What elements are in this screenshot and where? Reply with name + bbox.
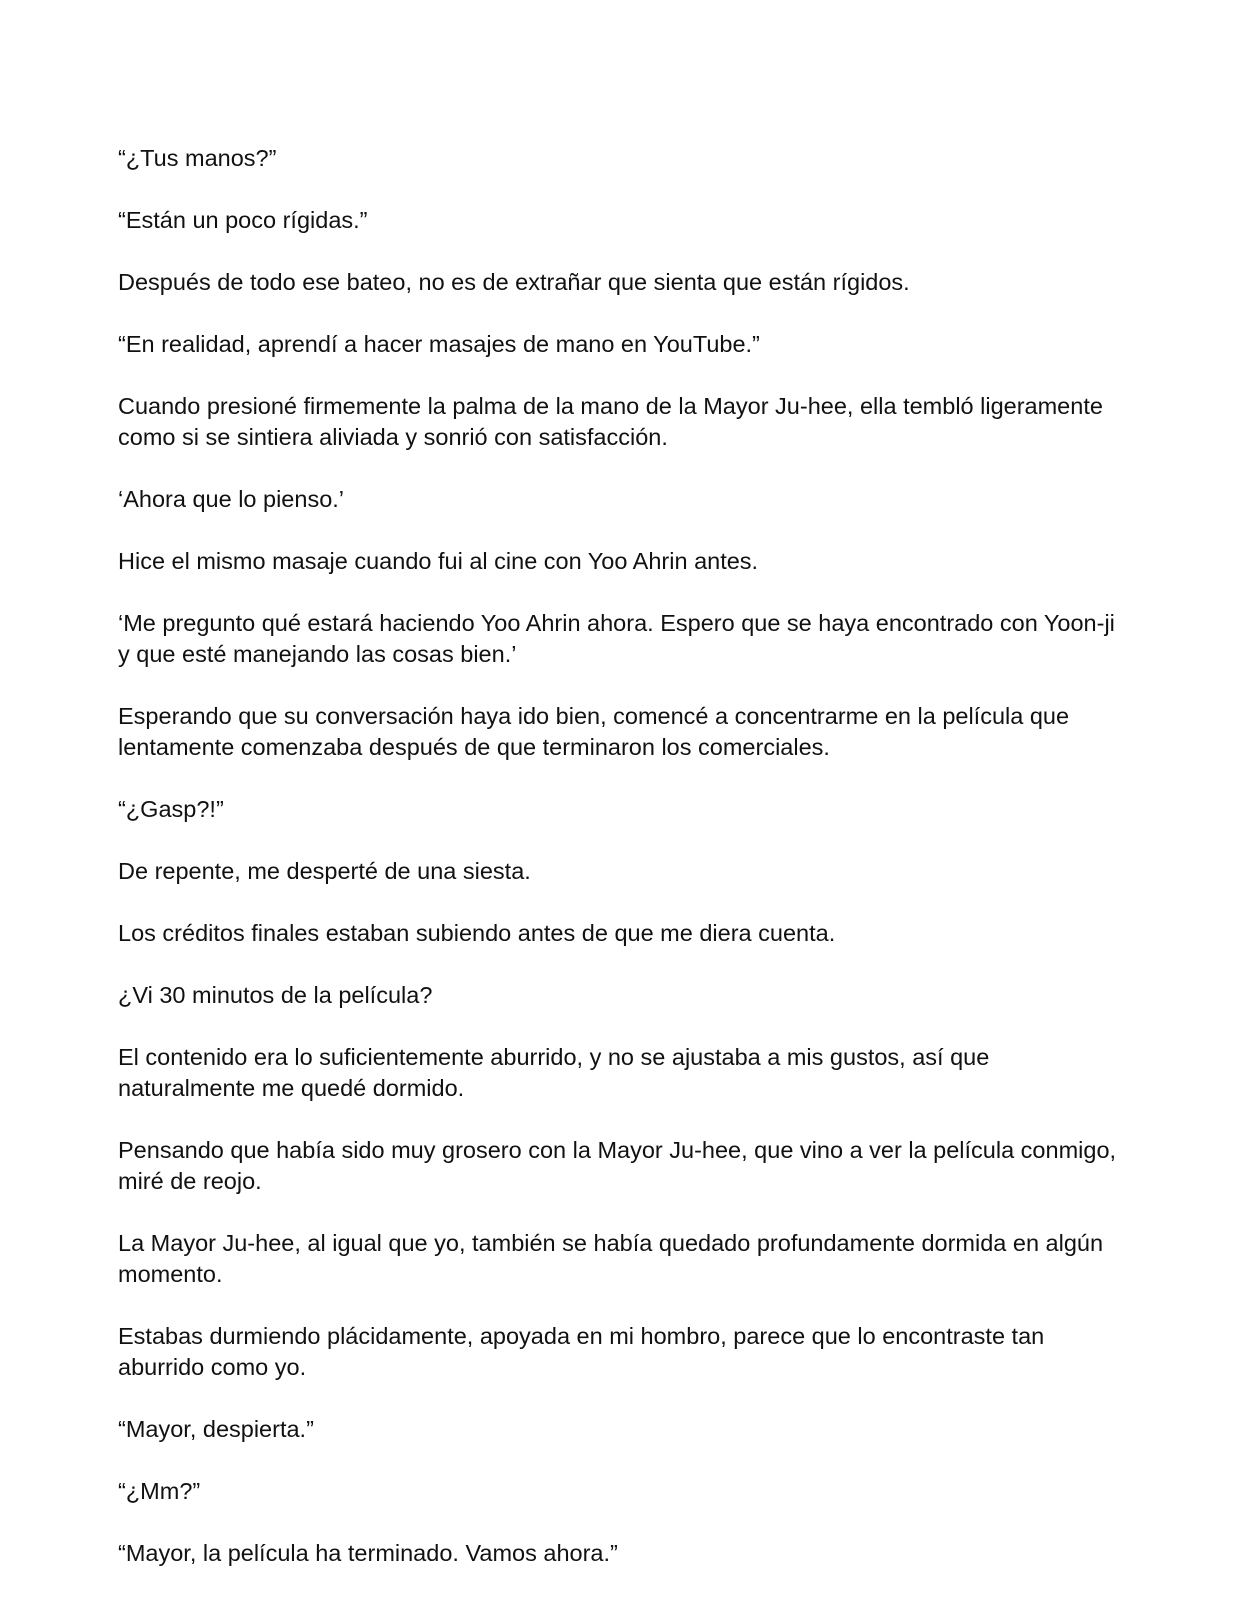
document-body [118, 143, 1128, 1600]
paragraph: Estabas durmiendo plácidamente, apoyada en mi hombro, parece que lo encontraste tan aburrido como yo. [118, 1323, 1045, 1380]
paragraph: ¿Vi 30 minutos de la película? [118, 982, 433, 1008]
paragraph: Hice el mismo masaje cuando fui al cine con Yoo Ahrin antes. [118, 548, 759, 574]
paragraph: Los créditos finales estaban subiendo antes de que me diera cuenta. [118, 920, 836, 946]
paragraph: “En realidad, aprendí a hacer masajes de mano en YouTube.” [118, 331, 760, 357]
paragraph: Pensando que había sido muy grosero con la Mayor Ju-hee, que vino a ver la película conmigo, miré de reojo. [118, 1137, 1117, 1194]
paragraph: ‘Me pregunto qué estará haciendo Yoo Ahrin ahora. Espero que se haya encontrado con Yoon-ji y que esté manejando las cosas bien.’ [118, 610, 1115, 667]
paragraph: “Mayor, despierta.” [118, 1416, 314, 1442]
paragraph: ‘Ahora que lo pienso.’ [118, 486, 345, 512]
paragraph: La Mayor Ju-hee, al igual que yo, también se había quedado profundamente dormida en algún momento. [118, 1230, 1104, 1287]
paragraph: Esperando que su conversación haya ido bien, comencé a concentrarme en la película que lentamente comenzaba después de que terminaron los comerciales. [118, 703, 1070, 760]
paragraph: Después de todo ese bateo, no es de extrañar que sienta que están rígidos. [118, 269, 910, 295]
paragraph: Cuando presioné firmemente la palma de la mano de la Mayor Ju-hee, ella tembló ligeramente como si se sintiera aliviada y sonrió con satisfacción. [118, 393, 1103, 450]
paragraph: “Mayor, la película ha terminado. Vamos ahora.” [118, 1540, 618, 1566]
paragraph: “¿Mm?” [118, 1478, 201, 1504]
paragraph: “¿Tus manos?” [118, 145, 277, 171]
paragraph: El contenido era lo suficientemente aburrido, y no se ajustaba a mis gustos, así que naturalmente me quedé dormido. [118, 1044, 990, 1101]
paragraph: “¿Gasp?!” [118, 796, 224, 822]
paragraph: De repente, me desperté de una siesta. [118, 858, 531, 884]
paragraph: “Están un poco rígidas.” [118, 207, 368, 233]
